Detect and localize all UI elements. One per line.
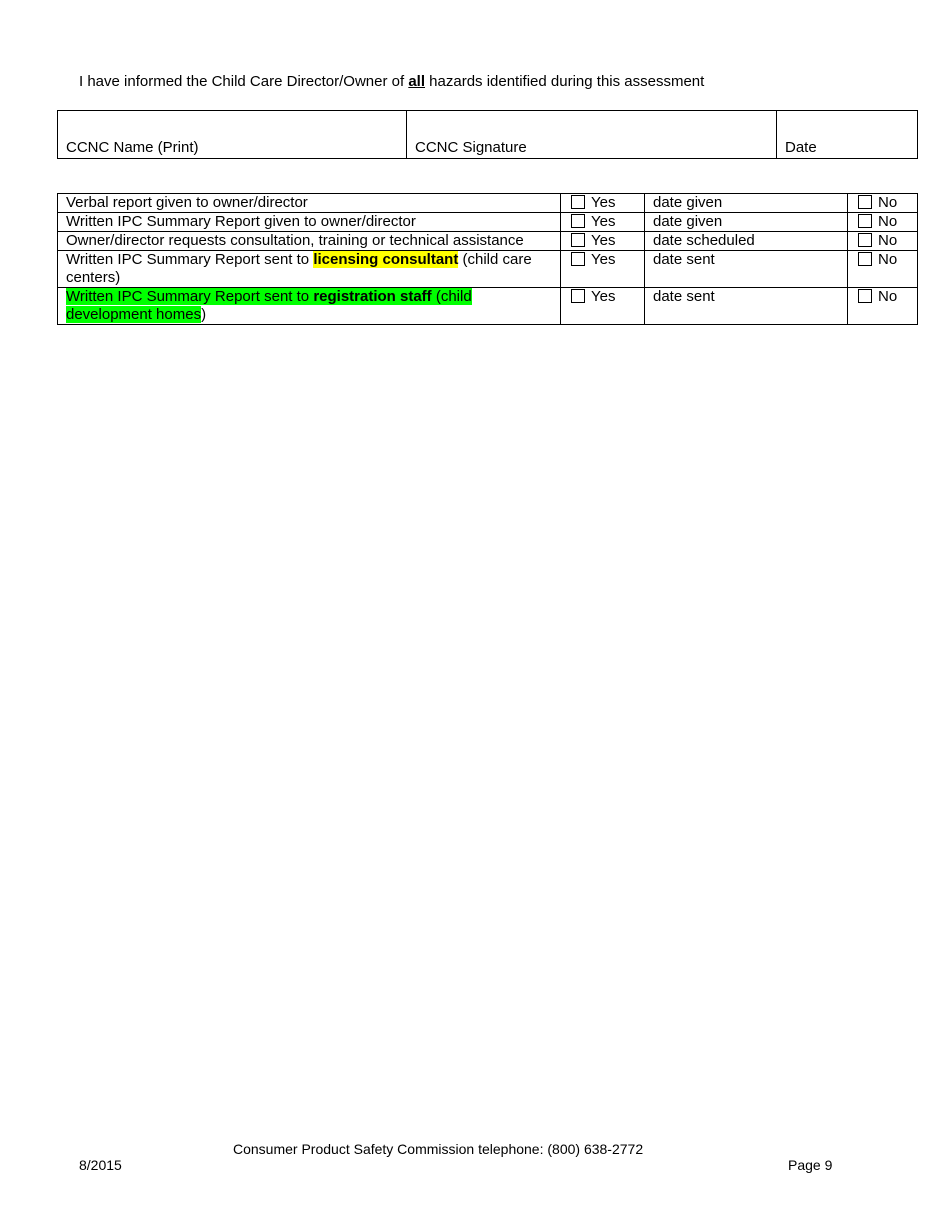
yes-label: Yes — [591, 194, 616, 211]
no-checkbox[interactable] — [858, 289, 872, 303]
yes-option[interactable] — [561, 251, 645, 288]
yes-checkbox[interactable] — [571, 233, 585, 247]
date-given-label: date given — [653, 194, 723, 211]
date-sent-field[interactable] — [645, 251, 848, 288]
no-label: No — [878, 194, 898, 211]
no-label: No — [878, 232, 898, 249]
no-option[interactable] — [848, 213, 918, 232]
row-description: Written IPC Summary Report sent to licensing consultant (child care centers) — [58, 251, 561, 288]
yes-checkbox[interactable] — [571, 252, 585, 266]
row-description: Written IPC Summary Report given to owner/director — [58, 213, 561, 232]
date-field[interactable] — [777, 111, 918, 159]
signature-table — [57, 110, 918, 159]
no-checkbox[interactable] — [858, 233, 872, 247]
yes-label: Yes — [591, 288, 616, 305]
yes-label: Yes — [591, 232, 616, 249]
ccnc-signature-field[interactable] — [407, 111, 777, 159]
no-label: No — [878, 213, 898, 230]
yes-label: Yes — [591, 213, 616, 230]
date-given-field[interactable] — [645, 213, 848, 232]
no-checkbox[interactable] — [858, 195, 872, 209]
date-scheduled-field[interactable] — [645, 232, 848, 251]
signature-row — [58, 111, 918, 159]
statement-text-before: I have informed the Child Care Director/Owner of — [79, 73, 409, 90]
no-checkbox[interactable] — [858, 214, 872, 228]
no-option[interactable] — [848, 194, 918, 213]
date-given-label: date given — [653, 213, 723, 230]
row-description: Written IPC Summary Report sent to registration staff (child development homes) — [58, 288, 561, 325]
yes-option[interactable] — [561, 288, 645, 325]
date-given-field[interactable] — [645, 194, 848, 213]
report-table — [57, 193, 918, 325]
table-row — [58, 213, 918, 232]
no-option[interactable] — [848, 288, 918, 325]
cpsc-phone-footer: Consumer Product Safety Commission telephone: (800) 638-2772 — [233, 1141, 644, 1157]
yes-label: Yes — [591, 251, 616, 268]
row-description: Verbal report given to owner/director — [58, 194, 561, 213]
yes-option[interactable] — [561, 232, 645, 251]
no-label: No — [878, 251, 898, 268]
yes-option[interactable] — [561, 194, 645, 213]
registration-staff-highlight: registration staff — [313, 288, 432, 305]
footer-date: 8/2015 — [79, 1157, 122, 1173]
statement-text-after: hazards identified during this assessment — [425, 73, 705, 90]
no-option[interactable] — [848, 232, 918, 251]
date-scheduled-label: date scheduled — [653, 232, 755, 249]
ccnc-signature-label: CCNC Signature — [415, 139, 527, 156]
date-sent-label: date sent — [653, 288, 715, 305]
table-row — [58, 194, 918, 213]
table-row — [58, 232, 918, 251]
yes-checkbox[interactable] — [571, 214, 585, 228]
row-description: Owner/director requests consultation, training or technical assistance — [58, 232, 561, 251]
no-checkbox[interactable] — [858, 252, 872, 266]
page-number: Page 9 — [788, 1157, 833, 1173]
yes-option[interactable] — [561, 213, 645, 232]
date-sent-label: date sent — [653, 251, 715, 268]
table-row — [58, 288, 918, 325]
assessment-statement — [79, 73, 704, 91]
date-label: Date — [785, 139, 817, 156]
ccnc-name-field[interactable] — [58, 111, 407, 159]
table-row — [58, 251, 918, 288]
no-option[interactable] — [848, 251, 918, 288]
statement-emphasis: all — [408, 73, 425, 90]
ccnc-name-label: CCNC Name (Print) — [66, 139, 199, 156]
date-sent-field[interactable] — [645, 288, 848, 325]
licensing-consultant-highlight: licensing consultant — [313, 251, 459, 268]
yes-checkbox[interactable] — [571, 289, 585, 303]
no-label: No — [878, 288, 898, 305]
yes-checkbox[interactable] — [571, 195, 585, 209]
